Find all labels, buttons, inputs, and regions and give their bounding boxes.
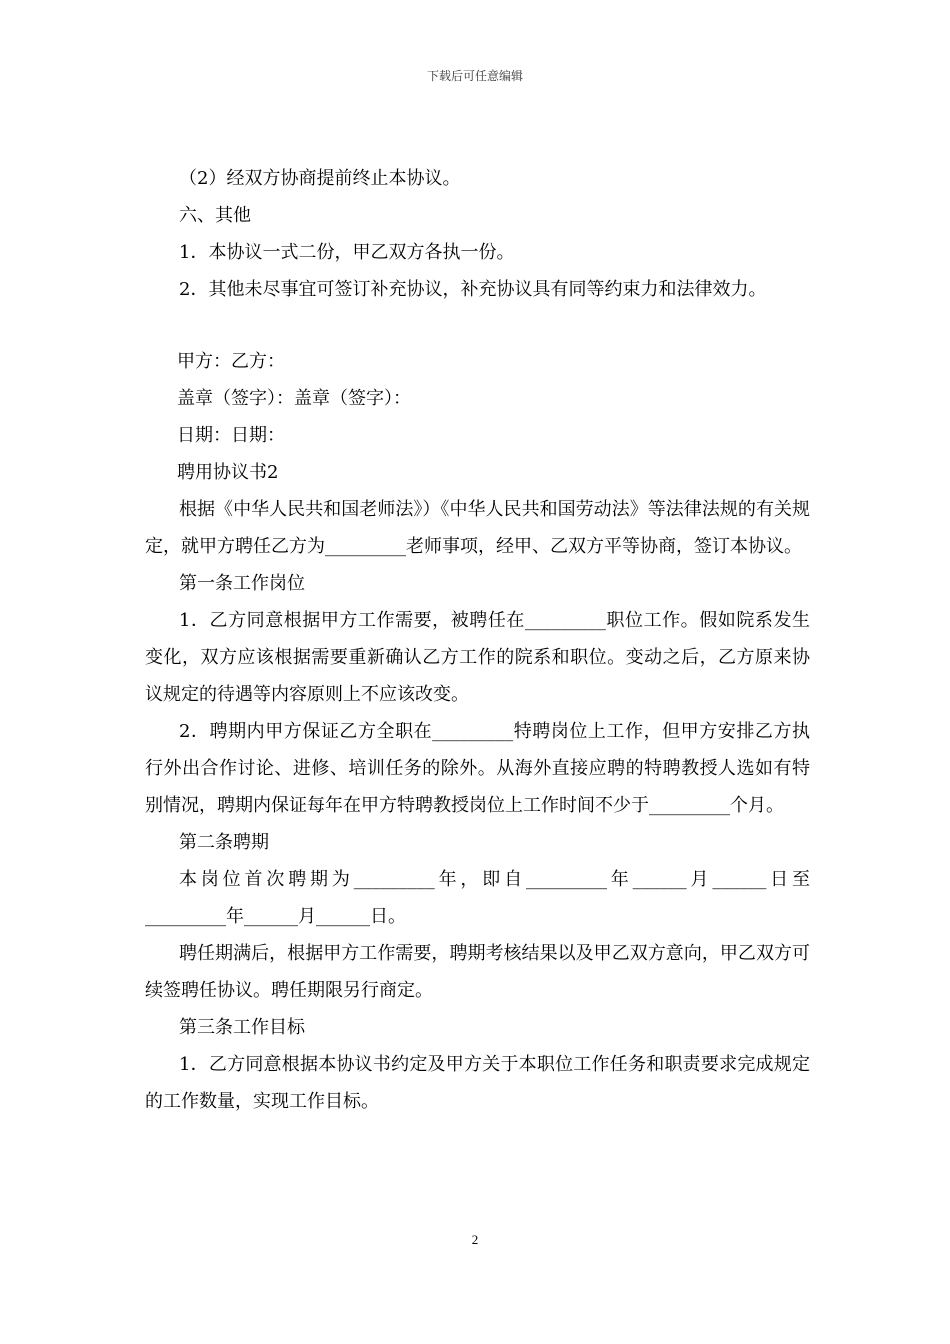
clause-supplement: 2．其他未尽事宜可签订补充协议，补充协议具有同等约束力和法律效力。 bbox=[179, 279, 767, 300]
page-number: 2 bbox=[471, 1232, 479, 1247]
article-3-clause-1: 1．乙方同意根据本协议书约定及甲方关于本职位工作任务和职责要求完成规定的工作数量，实现工作目标。 bbox=[145, 1054, 810, 1112]
article-1-clause-1: 1．乙方同意根据甲方工作需要，被聘任在_________职位工作。假如院系发生变化，双方应该根据需要重新确认乙方工作的院系和职位。变动之后，乙方原来协议规定的待遇等内容原则上不应该改变。 bbox=[145, 610, 810, 705]
section-heading-other: 六、其他 bbox=[179, 205, 251, 226]
article-2-clause-1: 本岗位首次聘期为_________年，即自_________年______月______日至_________年______月______日。 bbox=[145, 869, 810, 927]
spacer bbox=[145, 308, 810, 343]
clause-copies: 1．本协议一式二份，甲乙双方各执一份。 bbox=[179, 242, 515, 263]
document-body bbox=[145, 160, 810, 1120]
document-title-2: 聘用协议书2 bbox=[177, 462, 279, 483]
article-1-clause-2: 2．聘期内甲方保证乙方全职在_________特聘岗位上工作，但甲方安排乙方执行外出合作讨论、进修、培训任务的除外。从海外直接应聘的特聘教授人选如有特别情况，聘期内保证每年在甲方特聘教授岗位上工作时间不少于_________个月。 bbox=[145, 721, 810, 816]
article-2-clause-2: 聘任期满后，根据甲方工作需要，聘期考核结果以及甲乙双方意向，甲乙双方可续签聘任协议。聘任期限另行商定。 bbox=[145, 943, 810, 1001]
article-1-heading: 第一条工作岗位 bbox=[179, 573, 305, 594]
article-3-heading: 第三条工作目标 bbox=[179, 1017, 305, 1038]
clause-termination: （2）经双方协商提前终止本协议。 bbox=[179, 168, 461, 189]
signature-seal: 盖章（签字）：盖章（签字）： bbox=[177, 388, 411, 409]
signature-parties: 甲方：乙方： bbox=[177, 351, 285, 372]
paragraph-intro: 根据《中华人民共和国老师法》）《中华人民共和国劳动法》等法律法规的有关规定，就甲方聘任乙方为_________老师事项，经甲、乙双方平等协商，签订本协议。 bbox=[145, 499, 810, 557]
article-2-heading: 第二条聘期 bbox=[179, 832, 269, 853]
signature-date: 日期：日期： bbox=[177, 425, 285, 446]
page-header: 下载后可任意编辑 bbox=[426, 69, 523, 83]
